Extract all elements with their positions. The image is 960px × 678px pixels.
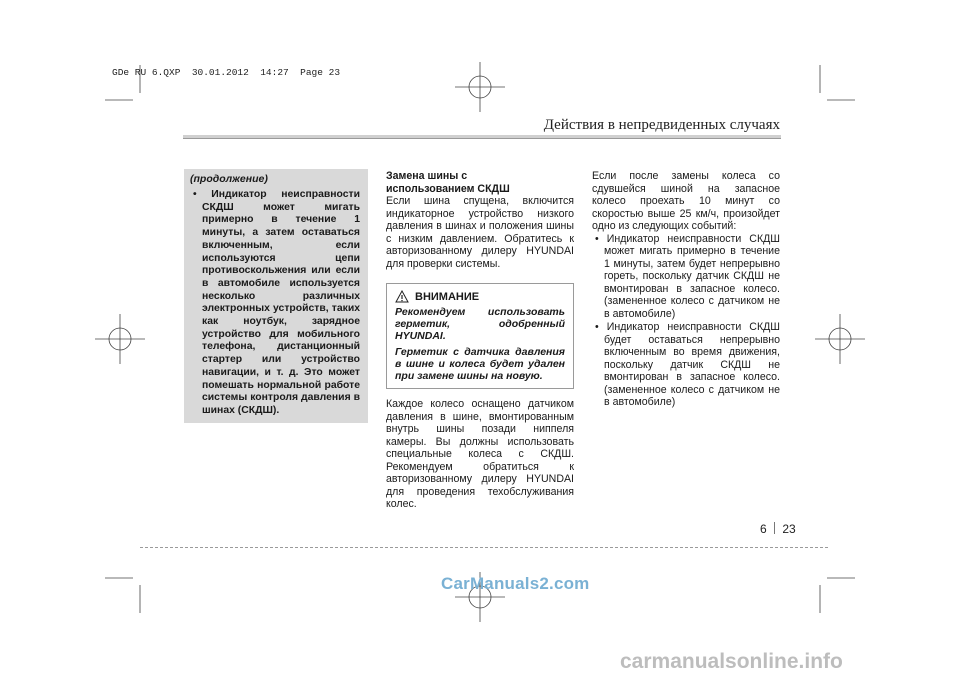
spare-wheel-intro: Если после замены колеса со сдувшейся шиной на запасное колесо проехать 10 минут со скоростью выше 25 км/ч, произойдет одно из следующих событий: <box>592 170 780 232</box>
warning-text-removal: Герметик с датчика давления в шине и колеса будет удален при замене шины на новую. <box>395 346 565 382</box>
sensor-paragraph-block <box>386 398 574 511</box>
section-title: Действия в непредвиденных случаях <box>543 117 780 133</box>
warning-title: ВНИМАНИЕ <box>415 290 480 303</box>
title-rule-line <box>183 138 781 139</box>
continued-note-box <box>184 169 368 423</box>
tire-change-heading-line2: использованием СКДШ <box>386 182 510 195</box>
watermark-carmanualsonline: carmanualsonline.info <box>620 650 843 673</box>
watermark-carmanuals: CarManuals2.com <box>441 574 590 593</box>
warning-box <box>386 283 574 389</box>
print-header: GDe RU 6.QXP 30.01.2012 14:27 Page 23 <box>112 67 341 78</box>
list-item: • Индикатор неисправности СКДШ может мигать примерно в течение 1 минуты, затем будет непрерывно гореть, поскольку датчик СКДШ не вмонтирован в запасное колесо. (замененное колесо с датчиком не в автомобиле) <box>595 232 780 320</box>
tpms-indicator-bullet: • Индикатор неисправности СКДШ может мигать примерно в течение 1 минуты, а затем оставаться включенным, если используются цепи противоскольжения или если в автомобиле используется несколько различных электронных устройств, таких как ноутбук, зарядное устройство для мобильного телефона, дистанционный стартер или устройство навигации, и т. д. Это может помешать нормальной работе системы контроля давления в шинах (СКДШ). <box>193 189 360 416</box>
warning-text-sealant: Рекомендуем использовать герметик, одобренный HYUNDAI. <box>395 306 565 342</box>
chapter-number: 6 <box>760 522 767 536</box>
footer-dashed-rule <box>140 547 828 548</box>
page-number-value: 23 <box>782 522 796 536</box>
right-column <box>592 170 780 410</box>
page-number <box>760 522 796 536</box>
sensor-paragraph: Каждое колесо оснащено датчиком давления в шине, вмонтированным внутрь шины позади ниппеля камеры. Вы должны использовать специальные колеса с СКДШ. Рекомендуем обратиться к авторизованному дилеру HYUNDAI для проведения техобслуживания колес. <box>386 398 574 510</box>
list-item: • Индикатор неисправности СКДШ будет оставаться непрерывно включенным во время движения, поскольку датчик СКДШ не вмонтирован в запасное колесо. (замененное колесо с датчиком не в автомобиле) <box>595 321 780 408</box>
flat-tire-paragraph: Если шина спущена, включится индикаторное устройство низкого давления в шинах и положения шины с низким давлением. Обратитесь к авторизованному дилеру HYUNDAI для проверки системы. <box>386 195 574 270</box>
continued-label: (продолжение) <box>190 173 268 185</box>
tire-change-heading-line1: Замена шины с <box>386 170 468 182</box>
warning-triangle-icon <box>395 290 409 303</box>
middle-column <box>386 170 574 270</box>
page-separator <box>774 522 775 534</box>
warning-header <box>395 290 565 303</box>
